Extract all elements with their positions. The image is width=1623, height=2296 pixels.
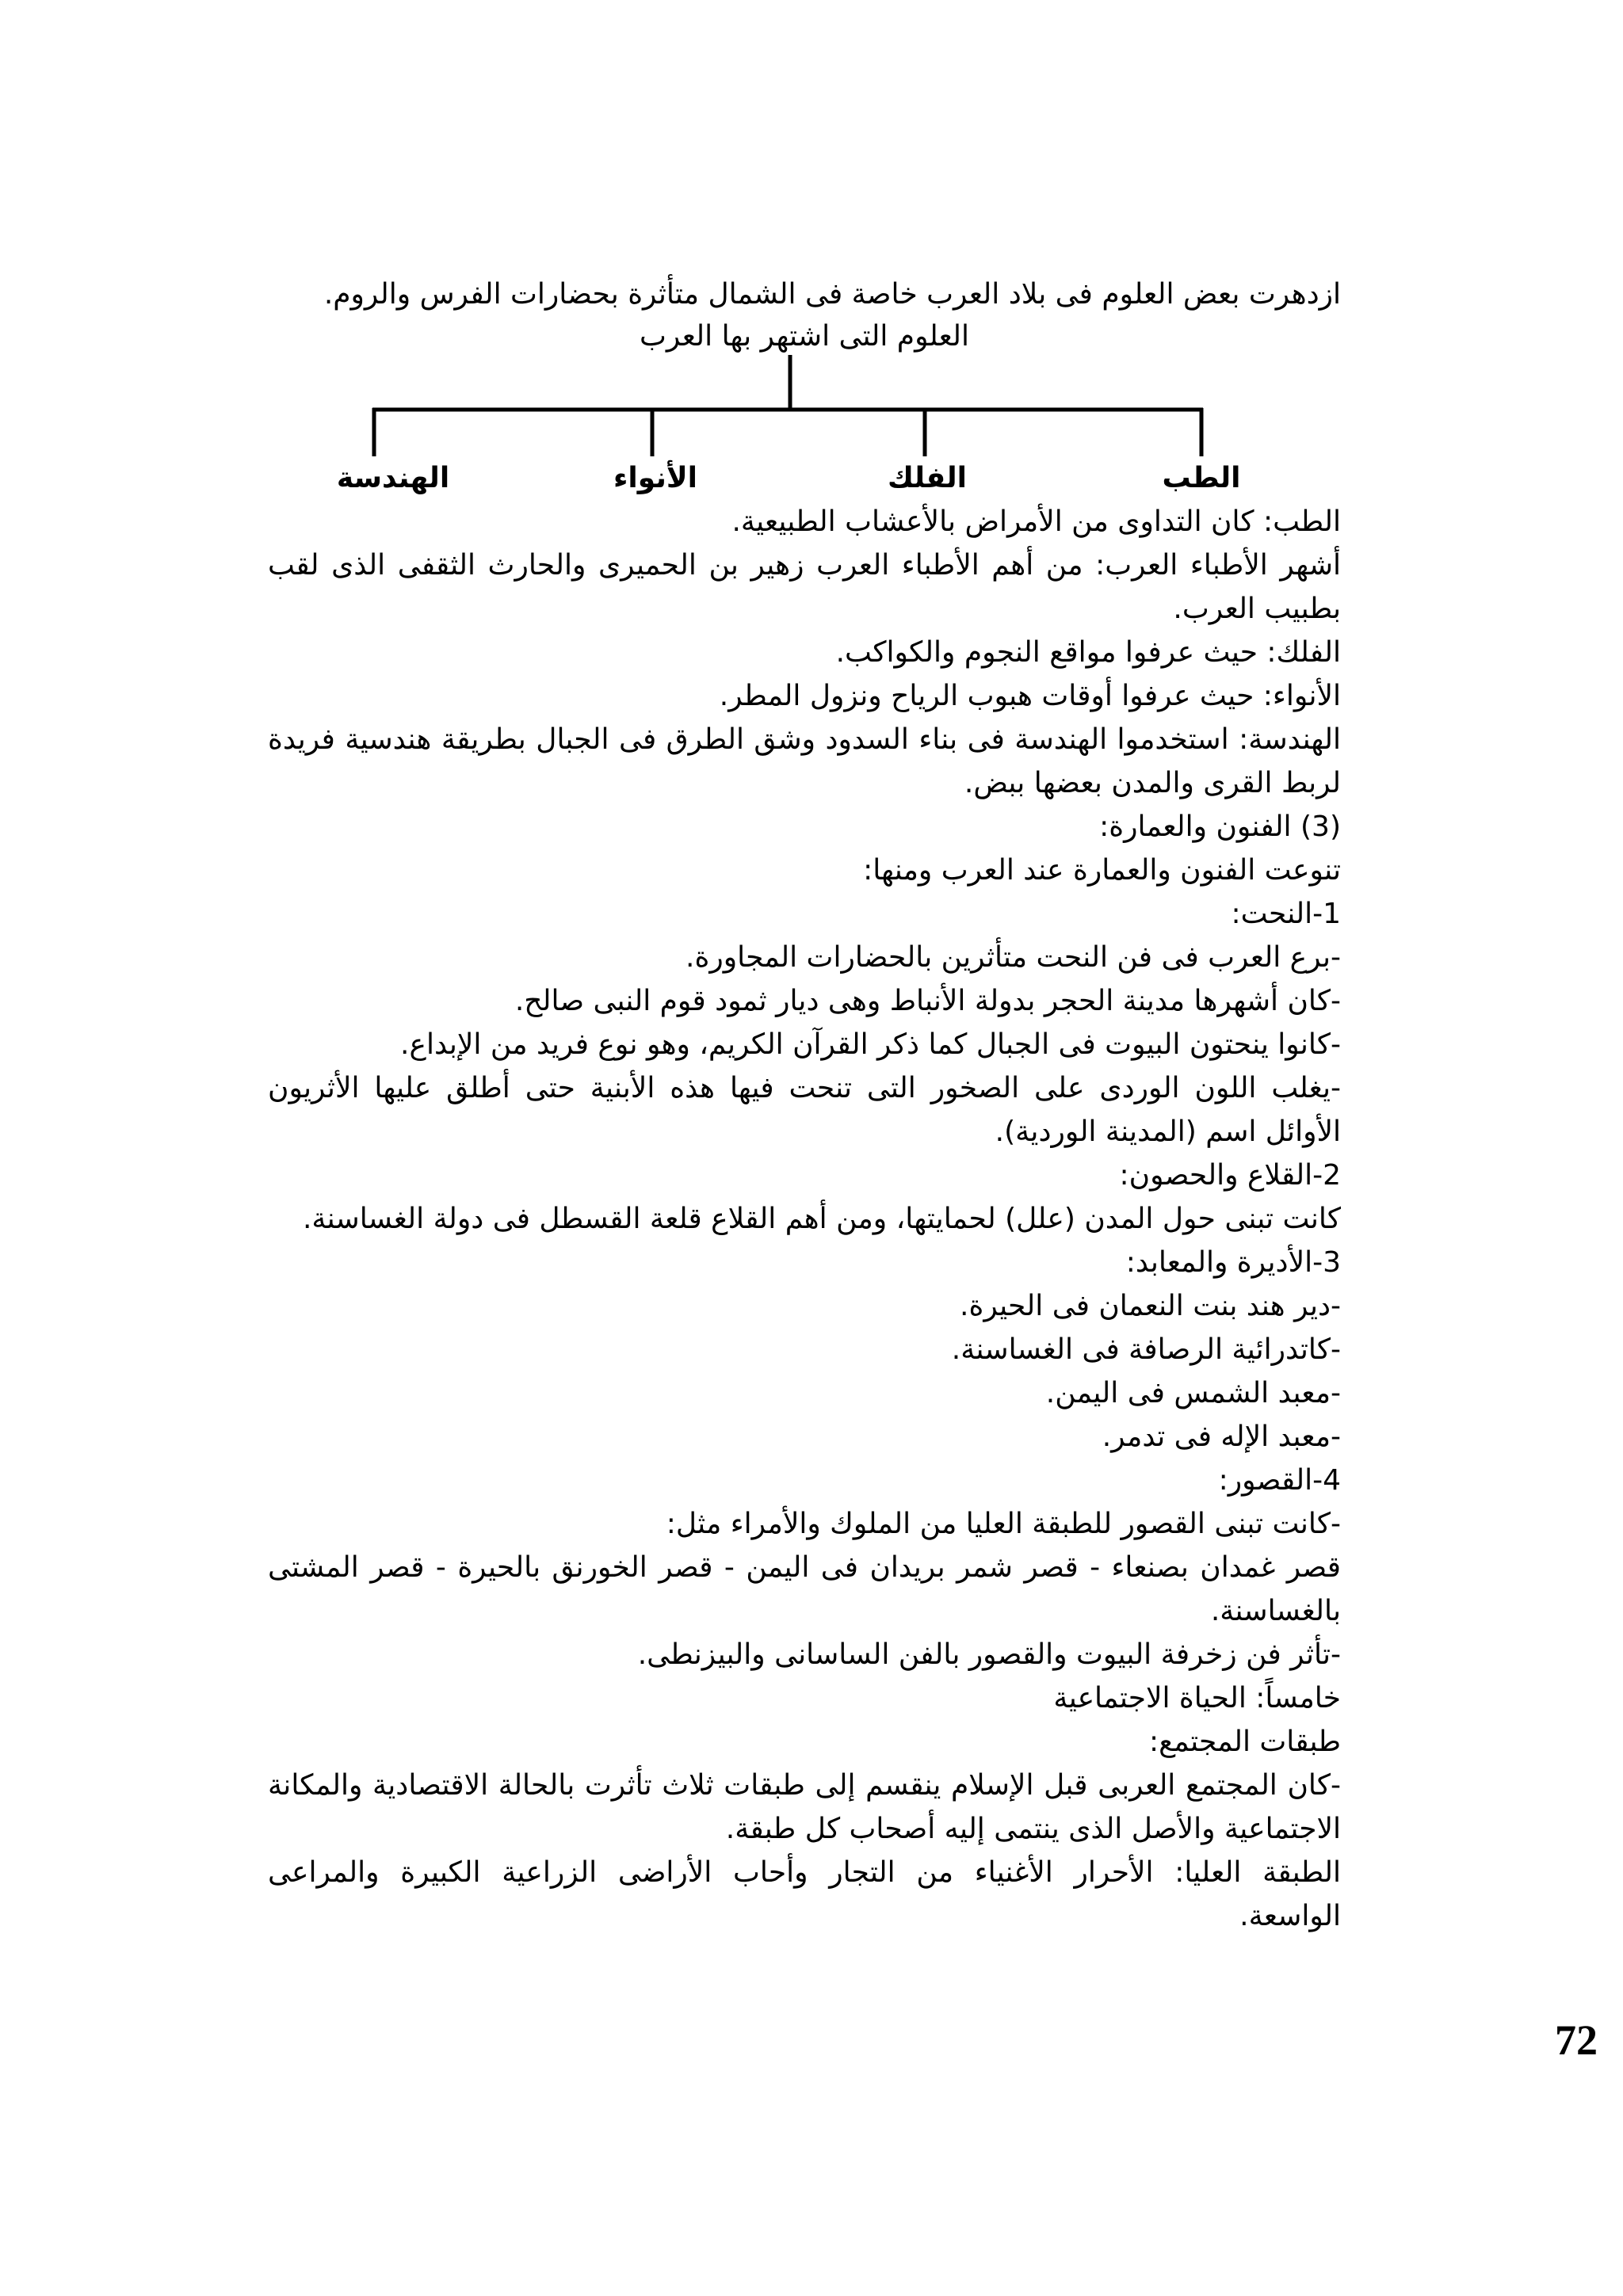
bullet-line: -يغلب اللون الوردى على الصخور التى تنحت فيها هذه الأبنية حتى أطلق عليها الأثريون bbox=[268, 1072, 1341, 1104]
paragraph-line: بالغساسنة. bbox=[1210, 1595, 1341, 1627]
definition-line-engineering: الهندسة: استخدموا الهندسة فى بناء السدود وشق الطرق فى الجبال بطريقة هندسية فريدة bbox=[268, 723, 1341, 756]
bullet-line: -كانوا ينحتون البيوت فى الجبال كما ذكر القرآن الكريم، وهو نوع فريد من الإبداع. bbox=[400, 1028, 1341, 1061]
subsection-heading: 4-القصور: bbox=[1218, 1464, 1341, 1497]
subsection-heading: 3-الأديرة والمعابد: bbox=[1125, 1246, 1341, 1279]
page-number: 72 bbox=[1555, 2016, 1598, 2064]
subsection-heading: طبقات المجتمع: bbox=[1148, 1726, 1341, 1758]
paragraph-line: الواسعة. bbox=[1239, 1900, 1341, 1932]
bullet-line: -كان المجتمع العربى قبل الإسلام ينقسم إلى طبقات ثلاث تأثرت بالحالة الاقتصادية والمكانة bbox=[268, 1769, 1341, 1802]
bullet-line-continuation: الاجتماعية والأصل الذى ينتمى إليه أصحاب كل طبقة. bbox=[725, 1813, 1341, 1845]
paragraph-line: بطبيب العرب. bbox=[1173, 593, 1341, 625]
paragraph-line: أشهر الأطباء العرب: من أهم الأطباء العرب زهير بن الحميرى والحارث الثقفى الذى لقب bbox=[268, 549, 1341, 582]
definition-line-astronomy: الفلك: حيث عرفوا مواقع النجوم والكواكب. bbox=[835, 636, 1341, 669]
subsection-heading: 2-القلاع والحصون: bbox=[1119, 1159, 1341, 1192]
bullet-line-continuation: الأوائل اسم (المدينة الوردية). bbox=[995, 1116, 1341, 1148]
bullet-line: -معبد الشمس فى اليمن. bbox=[1045, 1377, 1341, 1409]
branch-label-astronomy: الفلك bbox=[888, 462, 967, 494]
bullet-line: -كان أشهرها مدينة الحجر بدولة الأنباط وهى ديار ثمود قوم النبى صالح. bbox=[514, 985, 1341, 1017]
diagram-root-label: العلوم التى اشتهر بها العرب bbox=[640, 320, 969, 353]
section-heading: خامساً: الحياة الاجتماعية bbox=[1053, 1682, 1341, 1714]
paragraph-line: تنوعت الفنون والعمارة عند العرب ومنها: bbox=[863, 854, 1341, 887]
sciences-tree-diagram bbox=[0, 0, 1623, 555]
body-text bbox=[268, 500, 1341, 1938]
branch-label-weather: الأنواء bbox=[613, 462, 697, 494]
subsection-heading: 1-النحت: bbox=[1231, 898, 1341, 930]
definition-line-weather: الأنواء: حيث عرفوا أوقات هبوب الرياح ونزول المطر. bbox=[719, 680, 1341, 712]
bullet-line: -معبد الإله فى تدمر. bbox=[1102, 1421, 1341, 1453]
bullet-line: -تأثر فن زخرفة البيوت والقصور بالفن الساسانى والبيزنطى. bbox=[637, 1638, 1341, 1671]
intro-line: ازدهرت بعض العلوم فى بلاد العرب خاصة فى الشمال متأثرة بحضارات الفرس والروم. bbox=[323, 278, 1341, 311]
paragraph-line: الطبقة العليا: الأحرار الأغنياء من التجار وأحاب الأراضى الزراعية الكبيرة والمراعى bbox=[268, 1856, 1341, 1889]
section-heading: (3) الفنون والعمارة: bbox=[1099, 810, 1341, 843]
bullet-line: -دير هند بنت النعمان فى الحيرة. bbox=[960, 1290, 1341, 1322]
branch-label-engineering: الهندسة bbox=[336, 462, 450, 494]
paragraph-line: لربط القرى والمدن بعضها ببض. bbox=[964, 767, 1341, 799]
branch-label-medicine: الطب bbox=[1162, 462, 1241, 494]
paragraph-line: كانت تبنى حول المدن (علل) لحمايتها، ومن أهم القلاع قلعة القسطل فى دولة الغساسنة. bbox=[302, 1203, 1341, 1235]
bullet-line: -كانت تبنى القصور للطبقة العليا من الملوك والأمراء مثل: bbox=[666, 1508, 1341, 1540]
bullet-line: -كاتدرائية الرصافة فى الغساسنة. bbox=[951, 1333, 1341, 1366]
definition-line-medicine: الطب: كان التداوى من الأمراض بالأعشاب الطبيعية. bbox=[731, 505, 1341, 538]
paragraph-line: قصر غمدان بصنعاء - قصر شمر بريدان فى اليمن - قصر الخورنق بالحيرة - قصر المشتى bbox=[268, 1551, 1341, 1584]
bullet-line: -برع العرب فى فن النحت متأثرين بالحضارات المجاورة. bbox=[685, 941, 1341, 974]
